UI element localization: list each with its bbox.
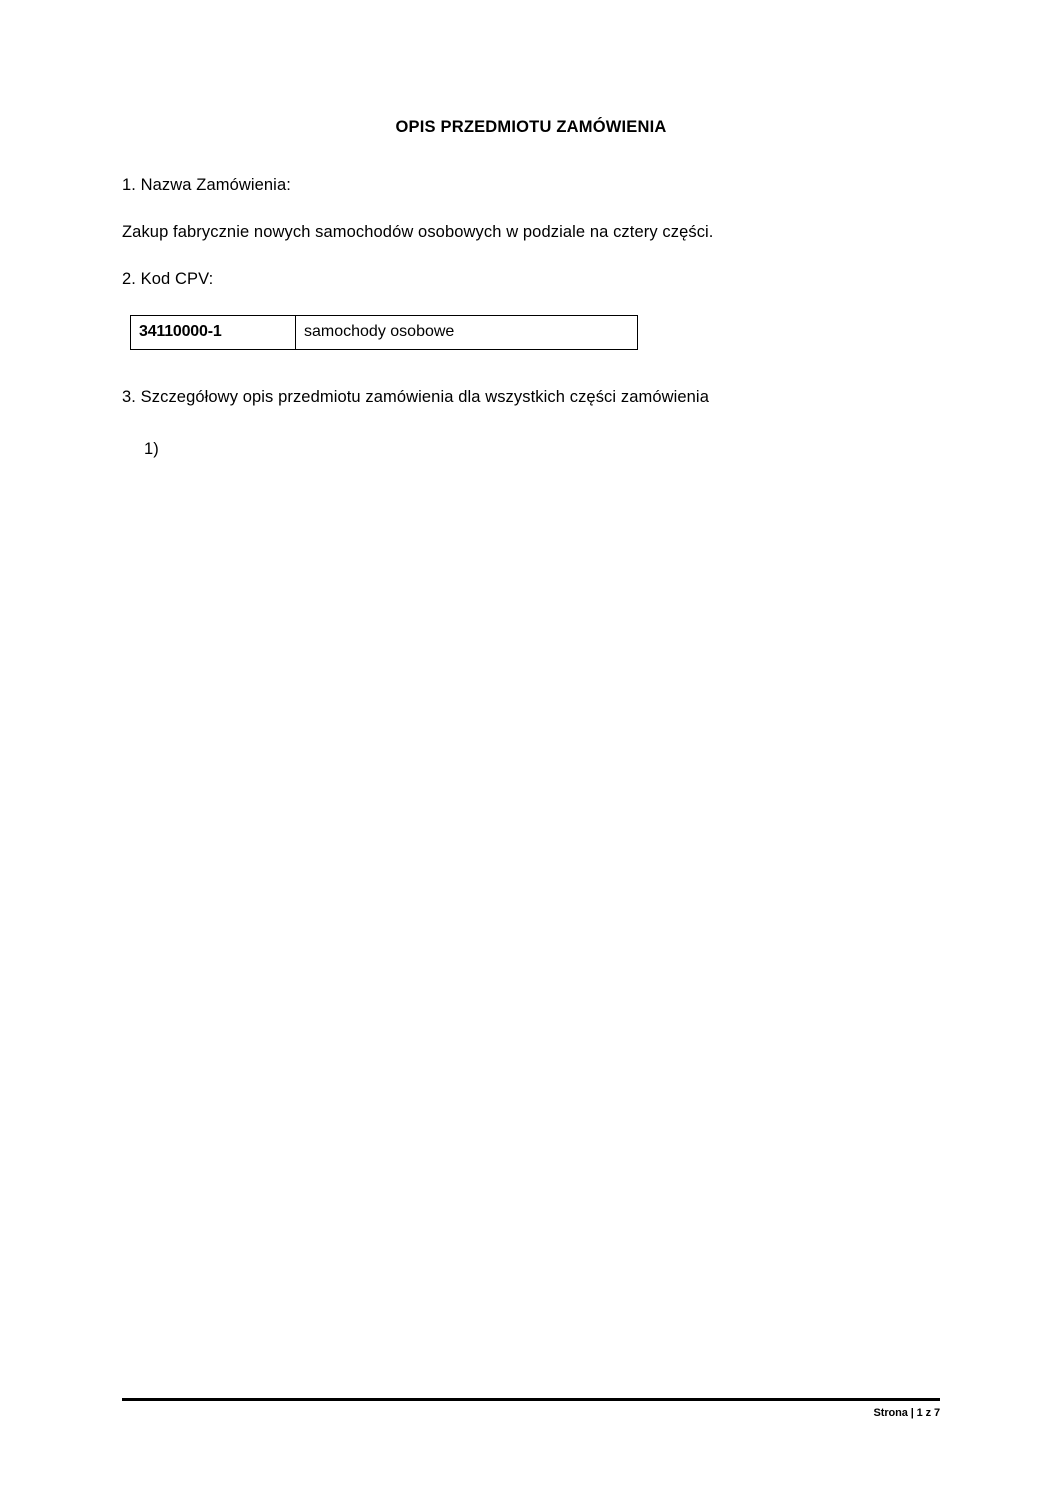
table-spacer bbox=[122, 350, 940, 386]
page-title: OPIS PRZEDMIOTU ZAMÓWIENIA bbox=[395, 118, 667, 136]
page-footer bbox=[122, 1398, 940, 1419]
section-2-heading: 2. Kod CPV: bbox=[122, 270, 214, 289]
cpv-table bbox=[130, 315, 638, 350]
cpv-description-cell: samochody osobowe bbox=[296, 315, 638, 349]
section-1-body: Zakup fabrycznie nowych samochodów osobowych w podziale na cztery części. bbox=[122, 223, 714, 242]
section-3-heading: 3. Szczegółowy opis przedmiotu zamówienia dla wszystkich części zamówienia bbox=[122, 387, 709, 406]
table-row bbox=[131, 315, 638, 349]
document-content bbox=[122, 118, 940, 460]
section-3-item-1: 1) bbox=[144, 439, 159, 458]
footer-divider bbox=[122, 1398, 940, 1401]
cpv-code-cell: 34110000-1 bbox=[131, 315, 296, 349]
page-number: Strona | 1 z 7 bbox=[873, 1407, 940, 1419]
section-1-heading: 1. Nazwa Zamówienia: bbox=[122, 175, 291, 194]
